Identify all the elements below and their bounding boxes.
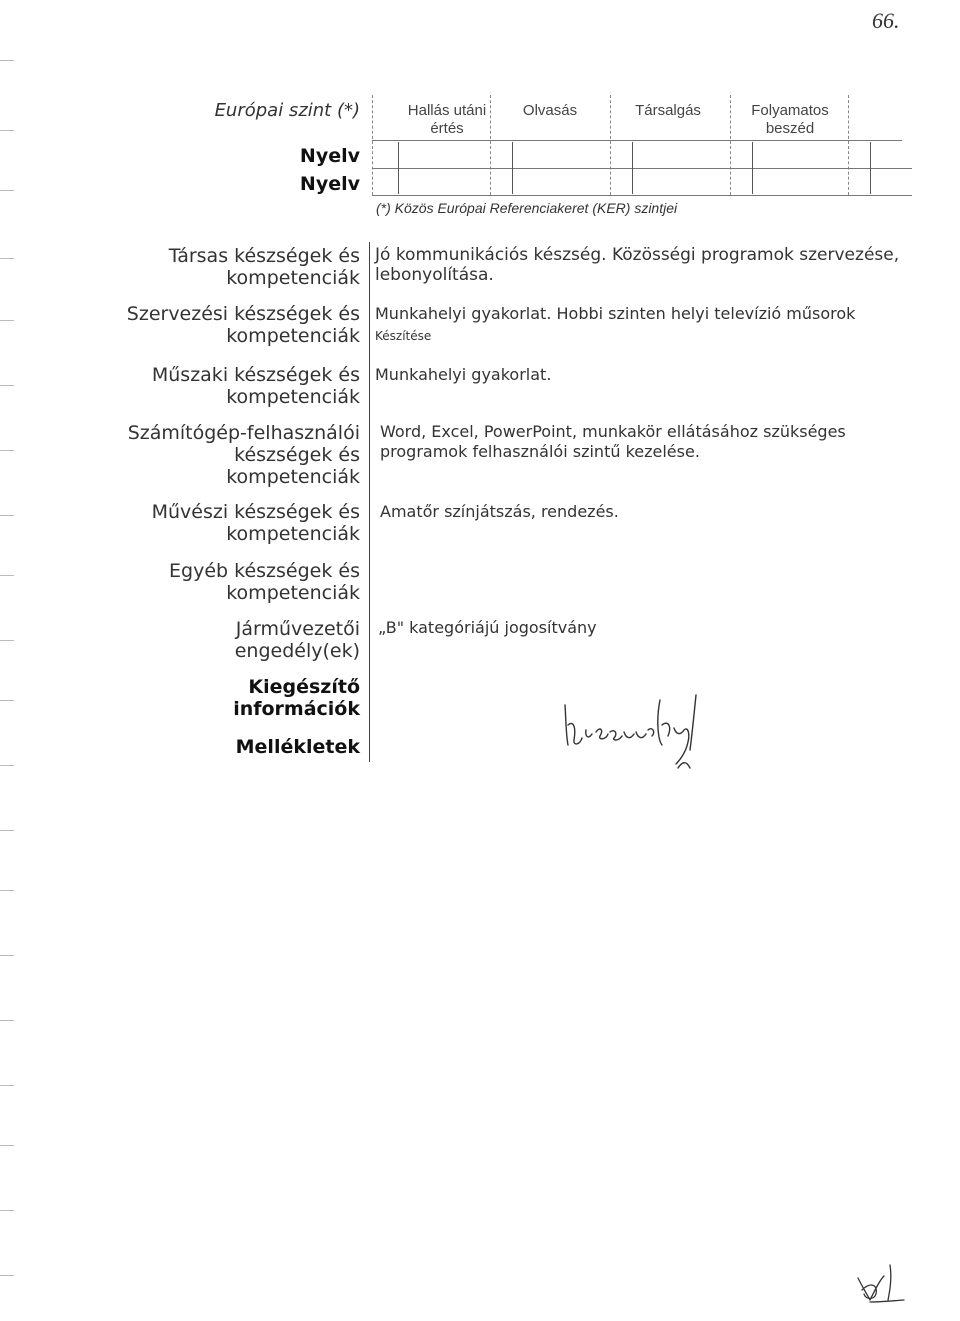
lang-col-listening: Hallás utáni értés (407, 102, 487, 137)
other-skills-label: Egyéb készségek és kompetenciák (169, 560, 360, 604)
artistic-skills-label: Művészi készségek és kompetenciák (151, 501, 360, 545)
annexes-label: Mellékletek (235, 736, 360, 758)
organisational-skills-value-small: Készítése (375, 329, 432, 343)
initials-mark-icon (850, 1260, 910, 1305)
lang-col-conversation: Társalgás (635, 102, 701, 119)
organisational-skills-value: Munkahelyi gyakorlat. Hobbi szinten helyi televízió műsorok (375, 304, 856, 323)
left-margin-marks (0, 0, 14, 1321)
language-row-label-2: Nyelv (299, 173, 360, 195)
driving-licence-value: „B" kategóriájú jogosítvány (378, 618, 597, 637)
european-level-label: Európai szint (*) (214, 100, 360, 121)
additional-info-label: Kiegészítő információk (233, 676, 360, 720)
artistic-skills-value: Amatőr színjátszás, rendezés. (380, 502, 619, 521)
lang-col-speaking: Folyamatos beszéd (751, 102, 829, 137)
skills-separator (369, 242, 370, 762)
social-skills-label: Társas készségek és kompetenciák (168, 245, 360, 289)
language-footnote: (*) Közös Európai Referenciakeret (KER) szintjei (376, 200, 678, 216)
lang-col-reading: Olvasás (522, 102, 578, 119)
social-skills-value: Jó kommunikációs készség. Közösségi programok szervezése, lebonyolítása. (375, 245, 900, 285)
page-number: 66. (872, 8, 900, 33)
handwritten-signature-icon (560, 690, 710, 770)
technical-skills-value: Munkahelyi gyakorlat. (375, 365, 552, 384)
computer-skills-label: Számítógép-felhasználói készségek és kompetenciák (127, 422, 360, 488)
technical-skills-label: Műszaki készségek és kompetenciák (151, 364, 360, 408)
language-row-label-1: Nyelv (299, 145, 360, 167)
driving-licence-label: Járművezetői engedély(ek) (234, 618, 360, 662)
organisational-skills-label: Szervezési készségek és kompetenciák (126, 303, 360, 347)
computer-skills-value: Word, Excel, PowerPoint, munkakör ellátásához szükséges programok felhasználói szintű kezelése. (380, 422, 846, 461)
